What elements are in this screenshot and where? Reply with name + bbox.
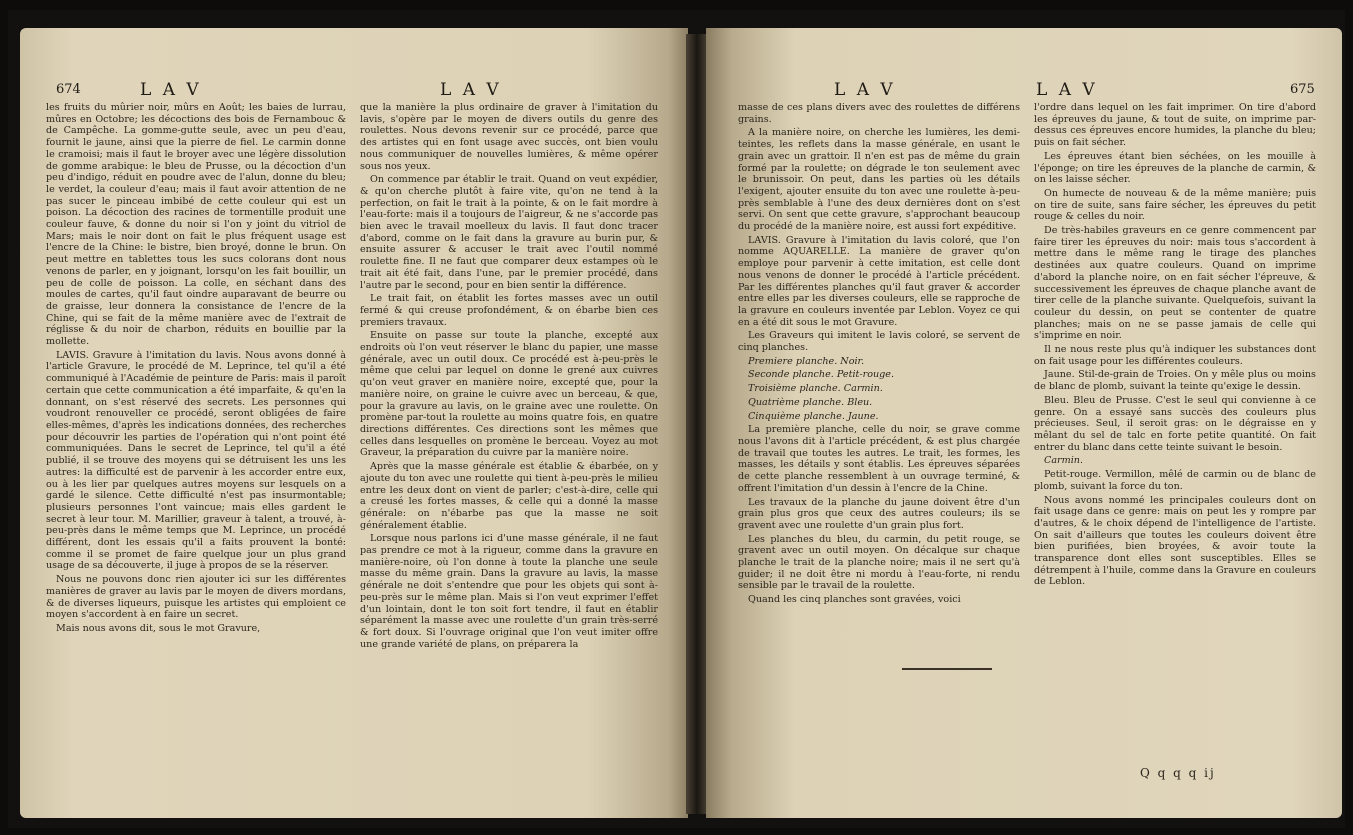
right-header-right: L A V — [1036, 80, 1098, 100]
right-page-number: 675 — [1290, 82, 1315, 97]
plate-line: Troisième planche. Carmin. — [748, 383, 883, 395]
plate-line: Quatrième planche. Bleu. — [748, 396, 873, 408]
right-column-2 — [1034, 102, 1316, 590]
left-page-number: 674 — [56, 82, 81, 97]
right-column-1 — [738, 102, 1020, 608]
paragraph: Nous ne pouvons donc rien ajouter ici sur les différentes manières de graver au lavis par le moyen de divers mordans, & de diverses liqueurs, puisque les artistes qui emploient ce moyen s'accordent à en faire un secret. — [46, 574, 346, 621]
book-gutter — [686, 34, 708, 814]
right-header-left: L A V — [834, 80, 896, 100]
paragraph: Bleu. Bleu de Prusse. C'est le seul qui convienne à ce genre. On a essayé sans succès des couleurs plus précieuses. Seul, il seroit gras: on le dégraisse en y mêlant du sel de talc en forte petite quantité. On fait entrer du blanc dans cette teinte suivant le besoin. — [1034, 394, 1316, 453]
paragraph: Les planches du bleu, du carmin, du petit rouge, se gravent avec un outil moyen. On décalque sur chaque planche le trait de la planche noire; mais il ne sert qu'à guider; il ne doit être ni mordu à l'eau-forte, ni rendu sensible par le travail de la roulette. — [738, 533, 1020, 592]
paragraph: On commence par établir le trait. Quand on veut expédier, & qu'on cherche plutôt à faire vite, qu'on ne tend à la perfection, on fait le trait à la pointe, & on le fait mordre à l'eau-forte: mais il a toujours de l'aigreur, & ne s'accorde pas bien avec le travail moelleux du lavis. Il faut donc tracer d'abord, comme on le fait dans la gravure au burin pur, & ensuite assurer & accuser le trait avec l'outil nommé roulette fine. Il ne faut que comparer deux estampes où le trait ait été fait, dans l'une, par le premier procédé, dans l'autre par le second, pour en bien sentir la différence. — [360, 174, 658, 291]
paragraph: Carmin. — [1044, 455, 1084, 467]
paragraph: l'ordre dans lequel on les fait imprimer. On tire d'abord les épreuves du jaune, & tout de suite, on imprime par-dessus ces épreuves encore humides, la planche du bleu; puis on fait sécher. — [1034, 102, 1316, 149]
paragraph: Petit-rouge. Vermillon, mêlé de carmin ou de blanc de plomb, suivant la force du ton. — [1034, 469, 1316, 492]
right-page — [706, 28, 1342, 818]
paragraph: On humecte de nouveau & de la même manière; puis on tire de suite, sans faire sécher, les épreuves du petit rouge & celles du noir. — [1034, 187, 1316, 223]
paragraph: Les épreuves étant bien séchées, on les mouille à l'éponge; on tire les épreuves de la planche de carmin, & on les laisse sécher. — [1034, 150, 1316, 186]
paragraph: Nous avons nommé les principales couleurs dont on fait usage dans ce genre: mais on peut les y rompre par d'autres, & le choix dépend de l'intelligence de l'artiste. On sait d'ailleurs que toutes les couleurs doivent être bien purifiées, bien broyées, & avoir toute la transparence dont elles sont susceptibles. Elles se détrempent à l'huile, comme dans la Gravure en couleurs de Leblon. — [1034, 494, 1316, 588]
paragraph: Les Graveurs qui imitent le lavis coloré, se servent de cinq planches. — [738, 330, 1020, 354]
paragraph: Mais nous avons dit, sous le mot Gravure, — [56, 622, 261, 634]
end-divider — [902, 668, 992, 670]
paragraph: A la manière noire, on cherche les lumières, les demi-teintes, les reflets dans la masse générale, en usant le grain avec un grattoir. Il n'en est pas de même du grain formé par la roulette; on dégrade le ton seulement avec le brunissoir. On peut, dans les parties où les détails l'exigent, ajouter ensuite du ton avec une roulette à-peu-près semblable à l'une des deux dernières dont on s'est servi. On sent que cette gravure, s'approchant beaucoup du procédé de la manière noire, est aussi fort expéditive. — [738, 127, 1020, 233]
paragraph: Ensuite on passe sur toute la planche, excepté aux endroits où l'on veut réserver le blanc du papier, une masse générale, avec un outil doux. Ce procédé est à-peu-près le même que celui par lequel on donne le grené aux cuivres qu'on veut graver en manière noire, excepté que, pour la manière noire, on graine le cuivre avec un berceau, & que, pour la gravure au lavis, on le graine avec une roulette. On promène par-tout la roulette au moins quatre fois, en quatre directions différentes. Ces directions sont les mêmes que celles dans lesquelles on promène le berceau. Voyez au mot Graveur, la préparation du cuivre par la manière noire. — [360, 330, 658, 459]
left-header-right: L A V — [440, 80, 502, 100]
paragraph: les fruits du mûrier noir, mûrs en Août; les baies de lurrau, mûres en Octobre; les décoctions des bois de Fernambouc & de Campêche. La gomme-gutte seule, avec un peu d'eau, fournit le jaune, ainsi que la pierre de fiel. Le carmin donne le cramoisi; mais il faut le broyer avec une légère dissolution de gomme arabique: le bleu de Prusse, ou la décoction d'un peu d'indigo, réduit en poudre avec de l'alun, donne du bleu; le verdet, la couleur d'eau; mais il faut avoir attention de ne pas sucer le pinceau imbibé de cette couleur qui est un poison. La décoction des racines de tormentille produit une couleur fauve, & donne du noir si l'on y joint du vitriol de Mars; mais le noir dont on fait le plus fréquent usage est l'encre de la Chine: le bistre, bien broyé, donne le brun. On peut mettre en tablettes tous les sucs colorans dont nous venons de parler, en y joignant, lorsqu'on les fait bouillir, un peu de colle de poisson. La colle, en séchant dans des moules de cartes, qu'il faut oindre auparavant de beurre ou de graisse, leur donnera la consistance de l'encre de la Chine, qui se fait de la même manière avec de l'extrait de réglisse & du noir de charbon, réduits en bouillie par la mollette. — [46, 102, 346, 348]
paragraph: Lorsque nous parlons ici d'une masse générale, il ne faut pas prendre ce mot à la rigueur, comme dans la gravure en manière-noire, où l'on donne à toute la planche une seule masse du même grain. Dans la gravure au lavis, la masse générale ne doit s'entendre que pour les objets qui sont à-peu-près sur le même plan. Mais si l'on veut exprimer l'effet d'un lointain, dont le ton soit fort tendre, il faut en établir séparément la masse avec une roulette d'un grain très-serré & fort doux. Si l'ouvrage original que l'on veut imiter offre une grande variété de plans, on préparera la — [360, 533, 658, 650]
paragraph: Quand les cinq planches sont gravées, voici — [748, 594, 961, 606]
left-page — [20, 28, 688, 818]
left-column-2 — [360, 102, 658, 652]
paragraph: LAVIS. Gravure à l'imitation du lavis coloré, que l'on nomme AQUARELLE. La manière de graver qu'on employe pour parvenir à cette imitation, est celle dont nous venons de donner le procédé à l'article précédent. Par les différentes planches qu'il faut graver & accorder entre elles par les diverses couleurs, elle se rapproche de la gravure en couleurs inventée par Leblon. Voyez ce qui en a été dit sous le mot Gravure. — [738, 234, 1020, 328]
book-spread — [8, 10, 1345, 828]
plate-line: Premiere planche. Noir. — [748, 355, 865, 367]
paragraph: Les travaux de la planche du jaune doivent être d'un grain plus gros que ceux des autres couleurs; ils se gravent avec une roulette d'un grain plus fort. — [738, 496, 1020, 531]
paragraph: LAVIS. Gravure à l'imitation du lavis. Nous avons donné à l'article Gravure, le procédé de M. Leprince, tel qu'il a été communiqué à l'Académie de peinture de Paris: mais il paroît certain que cette communication a été imparfaite, & qu'en la donnant, on s'est réservé des secrets. Les personnes qui voudront renouveller ce procédé, seront obligées de faire elles-mêmes, d'après les indications données, des recherches pour découvrir les parties de l'opération qui n'ont point été communiquées. Dans le secret de Leprince, tel qu'il a été publié, il se trouve des moyens qui se détruisent les uns les autres: la difficulté est de parvenir à les accorder entre eux, ou à les lier par quelques autres moyens sur lesquels on a gardé le silence. Cette difficulté n'est pas insurmontable; plusieurs personnes l'ont vaincue; mais elles gardent le secret à leur tour. M. Marillier, graveur à talent, a trouvé, à-peu-près dans le même temps que M. Leprince, un procédé différent, dont les essais qu'il a faits prouvent la bonté: comme il se promet de faire quelque jour un plus grand usage de sa découverte, il juge à propos de se la réserver. — [46, 349, 346, 572]
plate-line: Seconde planche. Petit-rouge. — [748, 369, 895, 381]
paragraph: Le trait fait, on établit les fortes masses avec un outil fermé & qui creuse profondément, & on ébarbe bien ces premiers travaux. — [360, 293, 658, 328]
left-header-left: L A V — [140, 80, 202, 100]
paragraph: que la manière la plus ordinaire de graver à l'imitation du lavis, s'opère par le moyen de divers outils du genre des roulettes. Nous devons revenir sur ce procédé, parce que des artistes qui en font usage avec succès, ont bien voulu nous communiquer de nouvelles lumières, & même opérer sous nos yeux. — [360, 102, 658, 172]
paragraph: La première planche, celle du noir, se grave comme nous l'avons dit à l'article précédent, & est plus chargée de travail que toutes les autres. Le trait, les formes, les masses, les détails y sont établis. Les épreuves séparées de cette planche ressemblent à un ouvrage terminé, & offrent l'imitation d'un dessin à l'encre de la Chine. — [738, 424, 1020, 494]
paragraph: Il ne nous reste plus qu'à indiquer les substances dont on fait usage pour les différentes couleurs. — [1034, 344, 1316, 367]
signature-mark: Q q q q ij — [1140, 766, 1216, 780]
plate-line: Cinquième planche. Jaune. — [748, 410, 879, 422]
paragraph: De très-habiles graveurs en ce genre commencent par faire tirer les épreuves du noir: mais tous s'accordent à mettre dans le même rang le tirage des planches destinées aux quatre couleurs. Quand on imprime d'abord la planche noire, on en fait sécher l'épreuve, & successivement les épreuves de chaque planche avant de tirer celle de la planche suivante. Quelquefois, suivant la couleur du dessin, on peut se contenter de quatre planches; mais on ne se passe jamais de celle qui s'imprime en noir. — [1034, 225, 1316, 342]
left-column-1 — [46, 102, 346, 637]
paragraph: Jaune. Stil-de-grain de Troies. On y mêle plus ou moins de blanc de plomb, suivant la teinte qu'exige le dessin. — [1034, 369, 1316, 393]
paragraph: masse de ces plans divers avec des roulettes de différens grains. — [738, 102, 1020, 125]
paragraph: Après que la masse générale est établie & ébarbée, on y ajoute du ton avec une roulette qui tient à-peu-près le milieu entre les deux dont on vient de parler; c'est-à-dire, celle qui a creusé les fortes masses, & celle qui a donné la masse générale: on n'ébarbe pas que la masse ne soit généralement établie. — [360, 461, 658, 531]
